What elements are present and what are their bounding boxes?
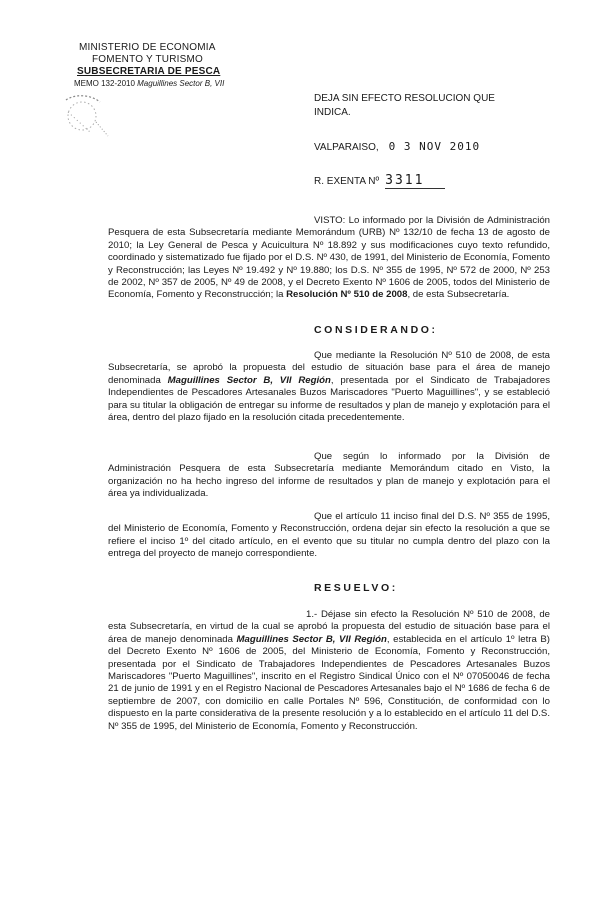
visto-text-1: VISTO: Lo informado por la División de Administración Pesquera de esta Subsecretaría mediante Memorándum (URB) Nº 132/10 de fecha 13 de agosto de 2010; la Ley General de Pesca y Acuicultura Nº 18.892 y sus modificaciones cuyo texto refundido, coordinado y sistematizado fue fijado por el D.S. Nº 430, de 1991, del Ministerio de Economía, Fomento y Reconstrucción; las Leyes Nº 19.492 y Nº 19.880; los D.S. Nº 355 de 1995, Nº 572 de 2000, Nº 253 de 2002, Nº 357 de 2005, Nº 49 de 2008, y el Decreto Exento Nº 1606 de 2005, todos del Ministerio de Economía, Fomento y Reconstrucción; la <box>108 215 550 301</box>
letterhead-ministry: MINISTERIO DE ECONOMIA <box>79 42 216 53</box>
visto-text-2: , de esta Subsecretaría. <box>407 289 510 301</box>
place-date-line <box>314 140 480 155</box>
visto-bold-resolution: Resolución Nº 510 de 2008 <box>286 289 408 301</box>
resolution-number: 3311 <box>385 174 445 189</box>
resuelvo-1-text-b: , establecida en el artículo 1º letra B) del Decreto Exento Nº 1606 de 2005, del Ministerio de Economía, Fomento y Reconstrucción, presentada por el Sindicato de Trabajadores Independientes de Pescadores Artesanales Buzos Mariscadores "Puerto Maguillines", inscrito en el Registro Sindical Único con el Nº 07050046 de fecha 21 de junio de 1991 y en el Registro Nacional de Pescadores Artesanales bajo el Nº 1686 de fecha 6 de septiembre de 2007, con domicilio en calle Portales Nº 596, Constitución, de conformidad con lo dispuesto en la parte considerativa de la presente resolución y a lo establecido en el artículo 11 del D.S. Nº 355 de 1995, del Ministerio de Economía, Fomento y Reconstrucción. <box>108 633 550 732</box>
place-name: VALPARAISO, <box>314 142 379 153</box>
memo-suffix: Maguillines Sector B, VII <box>134 79 225 88</box>
stamp-date: 0 3 NOV 2010 <box>388 140 481 153</box>
considerando-1-text-b: , presentada por el Sindicato de Trabajadores Independientes de Pescadores Artesanales Buzos Mariscadores "Puerto Maguillines", y se estableció para su titular la obligación de entregar su informe de resultados y plan de manejo y explotación para el área, dentro del plazo fijado en la resolución citada precedentemente. <box>108 374 550 424</box>
visto-paragraph <box>108 215 550 302</box>
resolution-label: R. EXENTA Nº <box>314 176 380 187</box>
letterhead-fomento: FOMENTO Y TURISMO <box>92 54 204 65</box>
considerando-1-text-a: Que mediante la Resolución Nº 510 de 2008, de esta Subsecretaría, se aprobó la propuesta del estudio de situación base para el área de manejo denominada <box>108 350 550 386</box>
letterhead-subsecretaria: SUBSECRETARIA DE PESCA <box>77 66 221 77</box>
considerando-2-text: Que según lo informado por la División de Administración Pesquera de esta Subsecretaría mediante Memorándum citado en Visto, la organización no ha hecho ingreso del informe de resultados y plan de manejo y explotación para el área ya individualizada. <box>108 451 550 500</box>
memo-reference <box>74 79 224 89</box>
resuelvo-heading: RESUELVO: <box>314 582 398 594</box>
resuelvo-1 <box>108 609 550 733</box>
considerando-heading: CONSIDERANDO: <box>314 324 438 336</box>
memo-prefix: MEMO 132-2010 <box>74 79 135 88</box>
resuelvo-1-area-name: Maguillines Sector B, VII Región <box>236 633 387 645</box>
considerando-1-area-name: Maguillines Sector B, VII Región <box>167 374 331 386</box>
considerando-2 <box>108 451 550 501</box>
official-stamp-icon <box>60 92 114 144</box>
considerando-1 <box>108 350 550 424</box>
resolution-number-line <box>314 174 445 189</box>
resuelvo-1-text-a: 1.- Déjase sin efecto la Resolución Nº 510 de 2008, de esta Subsecretaría, en virtud de la cual se aprobó la propuesta del estudio de situación base para el área de manejo denominada <box>108 609 550 645</box>
considerando-3 <box>108 511 550 561</box>
document-subject: DEJA SIN EFECTO RESOLUCION QUE INDICA. <box>314 93 495 118</box>
considerando-3-text: Que el artículo 11 inciso final del D.S. Nº 355 de 1995, del Ministerio de Economía, Fomento y Reconstrucción, ordena dejar sin efecto la resolución a que se refiere el inciso 1º del citado artículo, en el evento que su titular no cumpla dentro del plazo con la entrega del proyecto de manejo correspondiente. <box>108 511 550 560</box>
